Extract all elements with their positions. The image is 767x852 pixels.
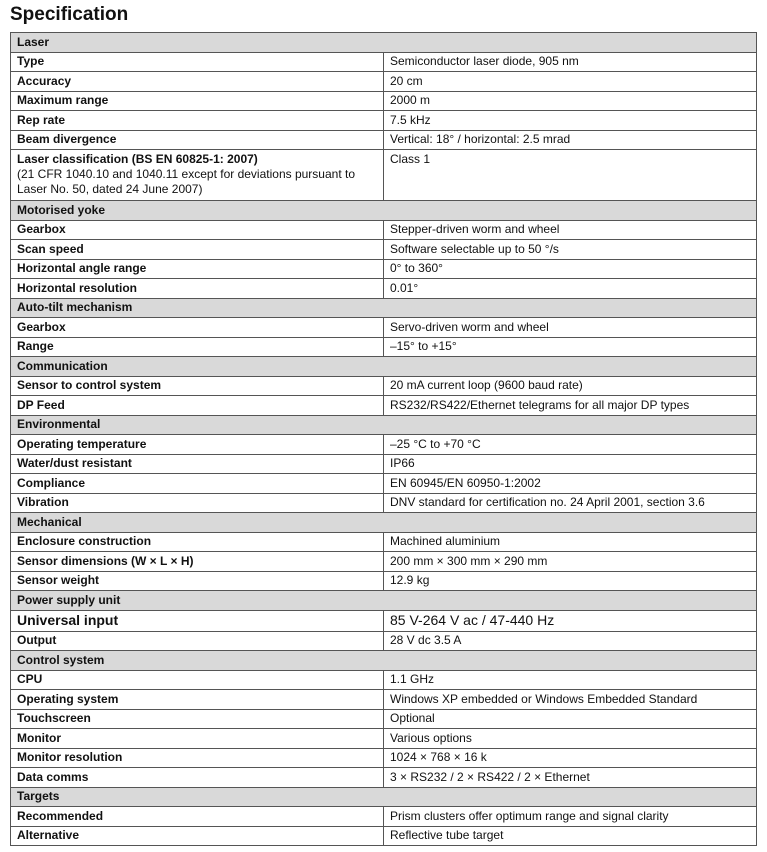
table-row <box>11 111 757 131</box>
table-row <box>11 768 757 788</box>
spec-value: Various options <box>384 729 757 749</box>
table-row <box>11 259 757 279</box>
spec-key: Operating temperature <box>11 435 384 455</box>
spec-value: 2000 m <box>384 91 757 111</box>
table-row <box>11 435 757 455</box>
section-header-yoke <box>11 201 757 221</box>
spec-value: 20 cm <box>384 72 757 92</box>
spec-value: RS232/RS422/Ethernet telegrams for all major DP types <box>384 396 757 416</box>
spec-value: –15° to +15° <box>384 337 757 357</box>
spec-key: Vibration <box>11 493 384 513</box>
section-header-power-supply <box>11 591 757 611</box>
spec-value: 3 × RS232 / 2 × RS422 / 2 × Ethernet <box>384 768 757 788</box>
spec-key: Alternative <box>11 826 384 846</box>
spec-key: Monitor <box>11 729 384 749</box>
spec-key: Sensor weight <box>11 571 384 591</box>
spec-note: (21 CFR 1040.10 and 1040.11 except for deviations pursuant to Laser No. 50, dated 24 June 2007) <box>17 167 355 196</box>
spec-key: Operating system <box>11 690 384 710</box>
section-title: Communication <box>11 357 757 377</box>
table-row <box>11 396 757 416</box>
section-header-tilt <box>11 298 757 318</box>
table-row <box>11 474 757 494</box>
spec-key: Beam divergence <box>11 130 384 150</box>
section-header-targets <box>11 787 757 807</box>
spec-key: Sensor dimensions (W × L × H) <box>11 552 384 572</box>
spec-key: Water/dust resistant <box>11 454 384 474</box>
spec-value: Class 1 <box>384 150 757 201</box>
spec-value: DNV standard for certification no. 24 April 2001, section 3.6 <box>384 493 757 513</box>
spec-key-cell <box>11 150 384 201</box>
table-row <box>11 150 757 201</box>
table-row <box>11 532 757 552</box>
spec-value: 12.9 kg <box>384 571 757 591</box>
table-row <box>11 279 757 299</box>
table-row <box>11 337 757 357</box>
spec-value: 0° to 360° <box>384 259 757 279</box>
spec-key: Compliance <box>11 474 384 494</box>
spec-key: Gearbox <box>11 220 384 240</box>
spec-value: 1024 × 768 × 16 k <box>384 748 757 768</box>
section-header-mechanical <box>11 513 757 533</box>
table-row <box>11 91 757 111</box>
spec-value: IP66 <box>384 454 757 474</box>
table-row <box>11 552 757 572</box>
spec-key: Laser classification (BS EN 60825-1: 2007) <box>17 152 258 166</box>
spec-value: Optional <box>384 709 757 729</box>
section-title: Control system <box>11 651 757 671</box>
spec-value: Software selectable up to 50 °/s <box>384 240 757 260</box>
table-row <box>11 748 757 768</box>
spec-value: 0.01° <box>384 279 757 299</box>
spec-key: Output <box>11 631 384 651</box>
table-row <box>11 690 757 710</box>
spec-key: Maximum range <box>11 91 384 111</box>
spec-key: Range <box>11 337 384 357</box>
spec-key: Universal input <box>11 610 384 631</box>
spec-value: Servo-driven worm and wheel <box>384 318 757 338</box>
section-title: Power supply unit <box>11 591 757 611</box>
spec-key: Enclosure construction <box>11 532 384 552</box>
spec-key: Touchscreen <box>11 709 384 729</box>
section-title: Auto-tilt mechanism <box>11 298 757 318</box>
spec-value: Reflective tube target <box>384 826 757 846</box>
specification-table <box>10 32 757 846</box>
table-row <box>11 826 757 846</box>
section-title: Mechanical <box>11 513 757 533</box>
spec-value: Prism clusters offer optimum range and signal clarity <box>384 807 757 827</box>
table-row <box>11 52 757 72</box>
spec-value: Stepper-driven worm and wheel <box>384 220 757 240</box>
table-row <box>11 376 757 396</box>
table-row <box>11 220 757 240</box>
table-row <box>11 318 757 338</box>
table-row <box>11 571 757 591</box>
spec-key: Type <box>11 52 384 72</box>
section-header-environmental <box>11 415 757 435</box>
spec-key: Accuracy <box>11 72 384 92</box>
spec-key: Horizontal angle range <box>11 259 384 279</box>
table-row <box>11 240 757 260</box>
spec-key: Data comms <box>11 768 384 788</box>
spec-value: EN 60945/EN 60950-1:2002 <box>384 474 757 494</box>
spec-value: 85 V-264 V ac / 47-440 Hz <box>384 610 757 631</box>
spec-key: Scan speed <box>11 240 384 260</box>
table-row <box>11 493 757 513</box>
table-row <box>11 670 757 690</box>
spec-key: Monitor resolution <box>11 748 384 768</box>
spec-key: Sensor to control system <box>11 376 384 396</box>
spec-value: 7.5 kHz <box>384 111 757 131</box>
page-title: Specification <box>10 4 129 25</box>
spec-value: –25 °C to +70 °C <box>384 435 757 455</box>
section-title: Environmental <box>11 415 757 435</box>
section-title: Motorised yoke <box>11 201 757 221</box>
table-row <box>11 807 757 827</box>
spec-value: Vertical: 18° / horizontal: 2.5 mrad <box>384 130 757 150</box>
table-row <box>11 729 757 749</box>
table-row <box>11 610 757 631</box>
spec-value: Windows XP embedded or Windows Embedded Standard <box>384 690 757 710</box>
spec-value: Semiconductor laser diode, 905 nm <box>384 52 757 72</box>
spec-value: 28 V dc 3.5 A <box>384 631 757 651</box>
section-header-laser <box>11 33 757 53</box>
table-row <box>11 631 757 651</box>
spec-key: Recommended <box>11 807 384 827</box>
section-header-communication <box>11 357 757 377</box>
spec-value: 200 mm × 300 mm × 290 mm <box>384 552 757 572</box>
spec-value: 1.1 GHz <box>384 670 757 690</box>
spec-key: Rep rate <box>11 111 384 131</box>
section-title: Targets <box>11 787 757 807</box>
table-row <box>11 130 757 150</box>
table-row <box>11 72 757 92</box>
spec-value: 20 mA current loop (9600 baud rate) <box>384 376 757 396</box>
table-row <box>11 709 757 729</box>
spec-key: CPU <box>11 670 384 690</box>
spec-value: Machined aluminium <box>384 532 757 552</box>
spec-key: DP Feed <box>11 396 384 416</box>
table-row <box>11 454 757 474</box>
spec-key: Gearbox <box>11 318 384 338</box>
section-header-control-system <box>11 651 757 671</box>
spec-key: Horizontal resolution <box>11 279 384 299</box>
section-title: Laser <box>11 33 757 53</box>
